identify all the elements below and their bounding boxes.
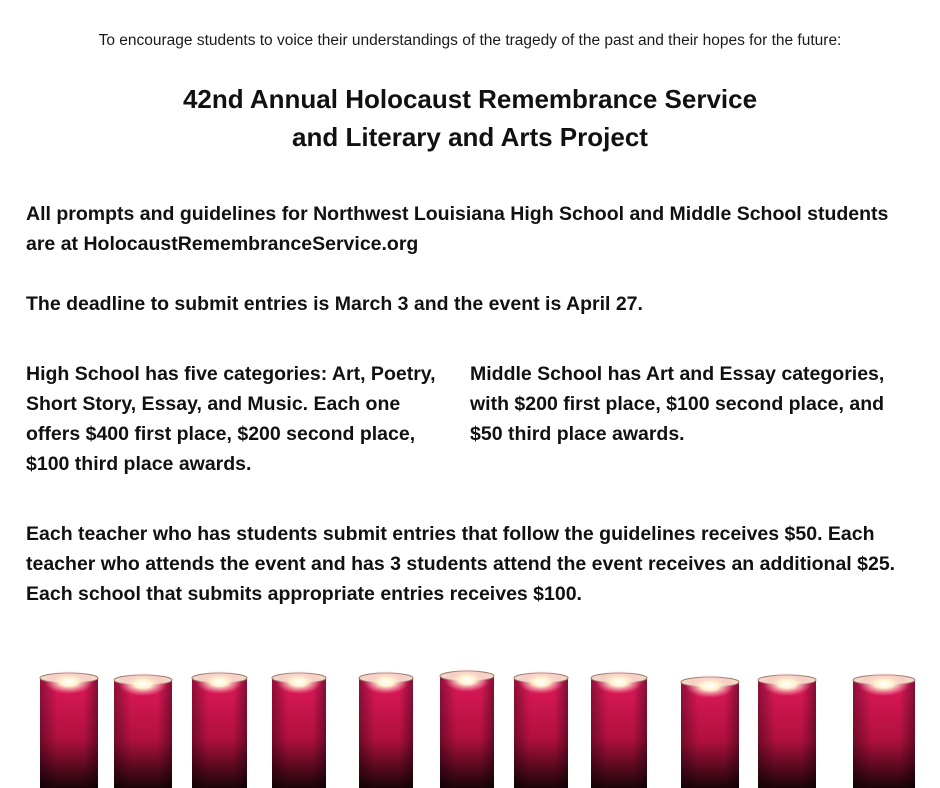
candle — [40, 670, 98, 788]
candle — [514, 670, 568, 788]
candle-flame — [45, 670, 94, 694]
candle — [272, 670, 326, 788]
page-title — [0, 80, 940, 156]
high-school-paragraph: High School has five categories: Art, Poetry, Short Story, Essay, and Music. Each one offers $400 first place, $200 second place, $100 third place awards. — [26, 363, 436, 475]
deadline-paragraph: The deadline to submit entries is March 3 and the event is April 27. — [26, 293, 643, 315]
candle-flame — [276, 670, 321, 694]
candle — [681, 674, 739, 788]
candle-flame — [858, 672, 910, 696]
candle — [758, 672, 816, 788]
intro-text: To encourage students to voice their understandings of the tragedy of the past and their hopes for the future: — [98, 32, 842, 49]
prompts-paragraph: All prompts and guidelines for Northwest Louisiana High School and Middle School students are at HolocaustRemembranceService.org — [26, 203, 889, 255]
candle-flame — [444, 668, 489, 692]
candles-illustration — [0, 660, 940, 788]
title-line-1: 42nd Annual Holocaust Remembrance Service — [182, 84, 758, 114]
title-line-2: and Literary and Arts Project — [292, 122, 648, 152]
candle-flame — [763, 672, 812, 696]
candle-flame — [518, 670, 563, 694]
teacher-awards-paragraph: Each teacher who has students submit entries that follow the guidelines receives $50. Each teacher who attends the event and has 3 students attend the event receives an additional $25. Each school that submits appropriate entries receives $100. — [26, 523, 896, 605]
candle — [114, 672, 172, 788]
candle — [440, 668, 494, 788]
candle — [192, 670, 247, 788]
candle-flame — [595, 670, 642, 694]
candle — [591, 670, 647, 788]
candle-flame — [196, 670, 242, 694]
candle-flame — [686, 674, 735, 698]
candle — [359, 670, 413, 788]
middle-school-paragraph: Middle School has Art and Essay categories, with $200 first place, $100 second place, and $50 third place awards. — [470, 363, 885, 445]
candle — [853, 672, 915, 788]
candle-flame — [363, 670, 408, 694]
candle-flame — [119, 672, 168, 696]
